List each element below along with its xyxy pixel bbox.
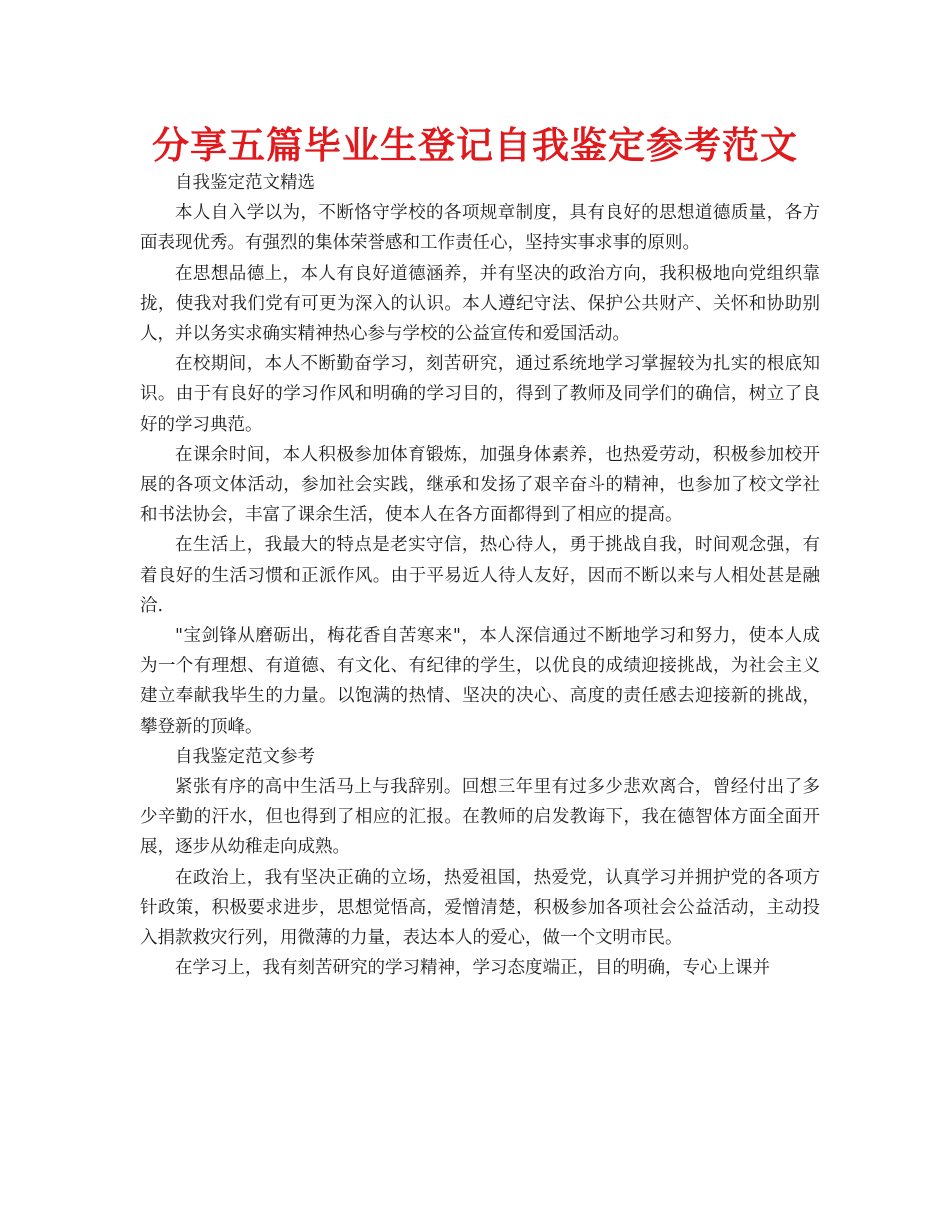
paragraph: 在政治上，我有坚决正确的立场，热爱祖国，热爱党，认真学习并拥护党的各项方针政策，积极要求进步，思想觉悟高，爱憎清楚，积极参加各项社会公益活动，主动投入捐款救灾行列，用微薄的力量，表达本人的爱心，做一个文明市民。 — [140, 867, 820, 949]
paragraph: 在生活上，我最大的特点是老实守信，热心待人，勇于挑战自我，时间观念强，有着良好的生活习惯和正派作风。由于平易近人待人友好，因而不断以来与人相处甚是融洽. — [140, 535, 820, 616]
paragraph: "宝剑锋从磨砺出，梅花香自苦寒来"，本人深信通过不断地学习和努力，使本人成为一个有理想、有道德、有文化、有纪律的学生，以优良的成绩迎接挑战，为社会主义建立奉献我毕生的力量。以饱满的热情、坚决的决心、高度的责任感去迎接新的挑战，攀登新的顶峰。 — [140, 626, 820, 737]
paragraph: 本人自入学以为，不断恪守学校的各项规章制度，具有良好的思想道德质量，各方面表现优秀。有强烈的集体荣誉感和工作责任心，坚持实事求事的原则。 — [140, 203, 820, 254]
paragraph: 在课余时间，本人积极参加体育锻炼，加强身体素养，也热爱劳动，积极参加校开展的各项文体活动，参加社会实践，继承和发扬了艰辛奋斗的精神，也参加了校文学社和书法协会，丰富了课余生活，使本人在各方面都得到了相应的提高。 — [140, 444, 820, 526]
paragraph: 紧张有序的高中生活马上与我辞别。回想三年里有过多少悲欢离合，曾经付出了多少辛勤的汗水，但也得到了相应的汇报。在教师的启发教诲下，我在德智体方面全面开展，逐步从幼稚走向成熟。 — [140, 777, 820, 858]
paragraph: 在学习上，我有刻苦研究的学习精神，学习态度端正，目的明确，专心上课并 — [175, 958, 770, 979]
document-title: 分享五篇毕业生登记自我鉴定参考范文 — [152, 124, 798, 167]
section-heading: 自我鉴定范文参考 — [175, 746, 315, 767]
section-heading: 自我鉴定范文精选 — [175, 173, 315, 193]
paragraph: 在思想品德上，本人有良好道德涵养，并有坚决的政治方向，我积极地向党组织靠拢，使我对我们党有可更为深入的认识。本人遵纪守法、保护公共财产、关怀和协助别人，并以务实求确实精神热心参与学校的公益宣传和爱国活动。 — [140, 263, 820, 345]
paragraph: 在校期间，本人不断勤奋学习，刻苦研究，通过系统地学习掌握较为扎实的根底知识。由于有良好的学习作风和明确的学习目的，得到了教师及同学们的确信，树立了良好的学习典范。 — [140, 354, 820, 435]
document-body — [140, 168, 820, 983]
